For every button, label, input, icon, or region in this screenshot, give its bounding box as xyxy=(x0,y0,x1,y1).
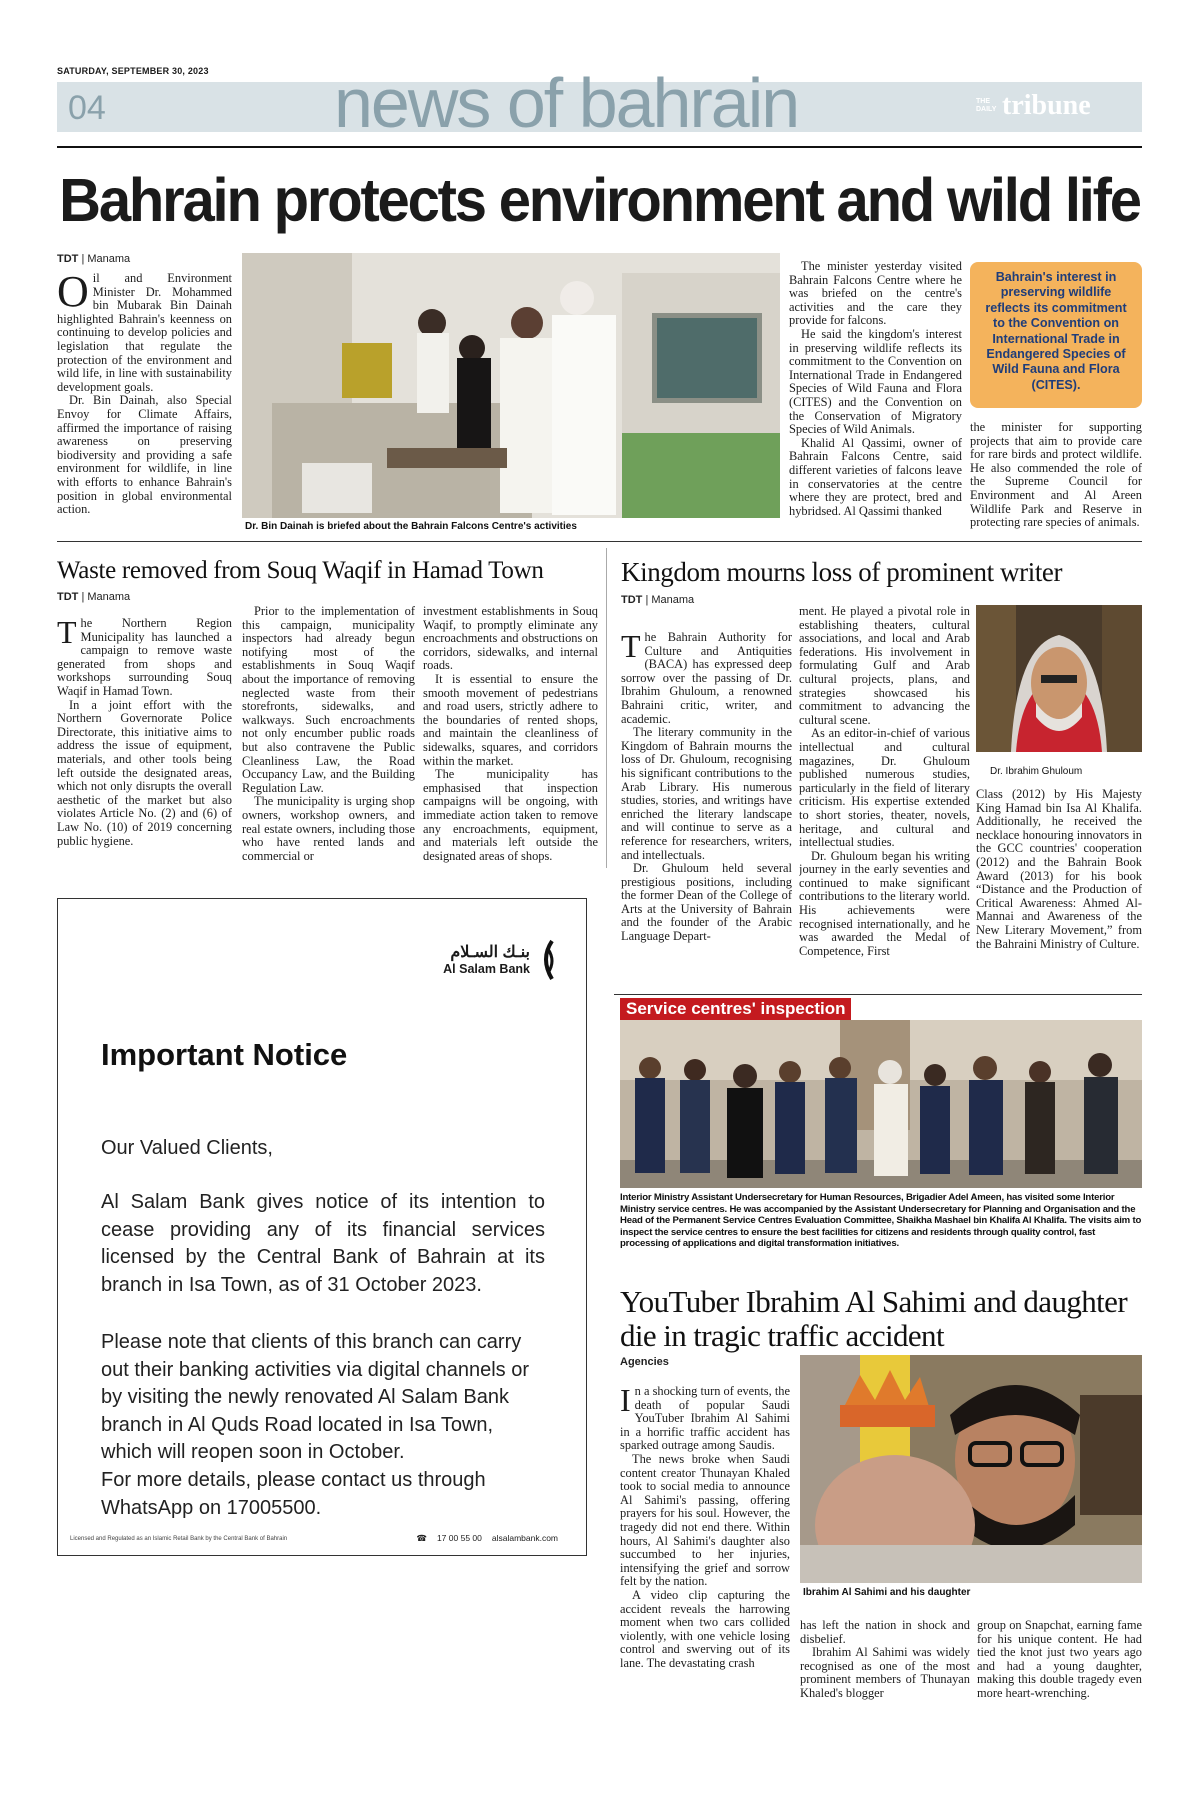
byline-source: TDT xyxy=(57,253,79,265)
youtuber-column-1 xyxy=(620,1385,790,1745)
byline-location: Manama xyxy=(87,591,131,603)
bank-name: Al Salam Bank xyxy=(443,961,530,976)
waste-byline: TDT | Manama xyxy=(57,591,131,603)
writer-paragraph: The literary community in the Kingdom of Bahrain mourns the loss of Dr. Ghuloum, recognising his significant contributions to the Arab Library. His numerous studies, stories, and writings have enriched the literary landscape and will continue to serve as a reference for researchers, writers, and intellectuals. xyxy=(621,725,792,862)
masthead-rule xyxy=(57,146,1142,148)
youtuber-column-3 xyxy=(977,1619,1142,1749)
byline-location: Manama xyxy=(87,253,131,265)
brand-small: THE DAILY xyxy=(976,98,997,113)
writer-paragraph: As an editor-in-chief of various intellectual and cultural magazines, Dr. Ghuloum published numerous studies, particularly in the field of literary criticism. His expertise extended to short stories, theater, novels, heritage, and cultural and intellectual studies. xyxy=(799,726,970,850)
pullquote-text: Bahrain's interest in preserving wildlife reflects its commitment to the Convention on International Trade in Endangered Species of Wild Fauna and Flora (CITES). xyxy=(985,270,1127,392)
ad-phone: 17 00 55 00 xyxy=(436,1533,482,1543)
waste-paragraph: It is essential to ensure the smooth movement of pedestrians and road users, strictly adhere to the boundaries of rented shops, and maintain the cleanliness of sidewalks, squares, and corridors within the market. xyxy=(423,671,598,768)
ad-footer-contact xyxy=(416,1533,558,1544)
ad-footer-license: Licensed and Regulated as an Islamic Retail Bank by the Central Bank of Bahrain xyxy=(70,1536,288,1542)
byline-location: Manama xyxy=(651,594,695,606)
youtuber-text: n a shocking turn of events, the death of popular Saudi YouTuber Ibrahim Al Sahimi in a horrific traffic accident has sparked outrage among Saudis. xyxy=(620,1385,790,1453)
writer-photo-caption: Dr. Ibrahim Ghuloum xyxy=(990,766,1083,777)
writer-paragraph xyxy=(621,631,792,726)
phone-icon: ☎ xyxy=(416,1533,427,1543)
waste-column-3 xyxy=(423,605,598,880)
notice-paragraph-1: Al Salam Bank gives notice of its intention to cease providing any of its financial services licensed by the Central Bank of Bahrain at its branch in Isa Town, as of 31 October 2023. xyxy=(101,1191,545,1296)
writer-byline: TDT | Manama xyxy=(621,594,695,606)
lead-pullquote xyxy=(970,262,1142,408)
writer-column-3 xyxy=(976,788,1142,988)
writer-paragraph: Class (2012) by His Majesty King Hamad bin Isa Al Khalifa. Additionally, he received the necklace honouring innovators in the GCC countries' cooperation (2012) and the Bahrain Book Award (2013) for his book “Distance and the Production of Critical Awareness: Ahmed Al-Mannai and Awareness of the New Literary Movement,” from the Bahraini Ministry of Culture. xyxy=(976,788,1142,951)
writer-column-2 xyxy=(799,605,970,985)
youtuber-photo xyxy=(800,1355,1142,1583)
notice-greeting: Our Valued Clients, xyxy=(101,1137,273,1159)
section-title: news of bahrain xyxy=(334,64,799,142)
waste-text: he Northern Region Municipality has launched a campaign to remove waste generated from shops and workshops surrounding Souq Waqif in Hamad Town. xyxy=(57,617,232,698)
lead-column-2 xyxy=(789,260,962,532)
lead-column-3 xyxy=(970,421,1142,533)
drop-cap: I xyxy=(620,1385,631,1418)
waste-column-1 xyxy=(57,617,232,877)
lead-paragraph: Khalid Al Qassimi, owner of Bahrain Falcons Centre, said different varieties of falcons leave in conservatories at the centre where they are protect, bred and hybridsed. Al Qassimi thanked xyxy=(789,435,962,518)
youtuber-paragraph xyxy=(620,1385,790,1453)
byline-source: TDT xyxy=(57,591,79,603)
bank-logo xyxy=(443,939,560,981)
notice-paragraph-2: Please note that clients of this branch can carry out their banking activities via digital channels or by visiting the newly renovated Al Salam Bank branch in Al Quds Road located in Isa Town, which will reopen soon in October. xyxy=(101,1331,530,1463)
drop-cap: O xyxy=(57,272,89,316)
bank-logo-icon xyxy=(538,939,560,981)
lead-paragraph: The minister yesterday visited Bahrain Falcons Centre where he was briefed on the centre's activities and the care they provide for falcons. xyxy=(789,260,962,328)
service-top-rule xyxy=(614,994,1142,995)
lead-headline: Bahrain protects environment and wild life xyxy=(59,166,1140,235)
bank-logo-text xyxy=(443,944,530,977)
byline-source: TDT xyxy=(621,594,643,606)
portrait-photo xyxy=(976,605,1142,752)
youtuber-byline: Agencies xyxy=(620,1356,669,1368)
service-photo xyxy=(620,1020,1142,1188)
bank-arabic-name: بنـك السـلام xyxy=(450,943,530,961)
column-divider xyxy=(606,548,607,868)
waste-paragraph: The municipality has emphasised that inspection campaigns will be ongoing, with immediate action taken to remove any encroachments, equipment, and materials left outside the designated areas of shops. xyxy=(423,767,598,863)
youtuber-paragraph: has left the nation in shock and disbelief. xyxy=(800,1619,970,1646)
youtuber-paragraph: group on Snapchat, earning fame for his unique content. He had tied the knot just two years ago and had a young daughter, making this double tragedy even more heart-wrenching. xyxy=(977,1619,1142,1700)
writer-text: he Bahrain Authority for Culture and Antiquities (BACA) has expressed deep sorrow over the passing of Dr. Ibrahim Ghuloum, a renowned Bahraini critic, writer, and academic. xyxy=(621,631,792,726)
father-daughter-photo xyxy=(800,1355,1142,1583)
lead-paragraph xyxy=(57,272,232,394)
waste-paragraph: investment establishments in Souq Waqif, to promptly eliminate any encroachments and obstructions on corridors, sidewalks, and internal roads. xyxy=(423,605,598,673)
lead-paragraph: the minister for supporting projects that aim to provide care for rare birds and protect wildlife. He also commended the role of the Supreme Council for Environment and Al Areen Wildlife Park and Reserve in protecting rare species of animals. xyxy=(970,421,1142,530)
waste-headline: Waste removed from Souq Waqif in Hamad Town xyxy=(57,557,544,584)
service-label: Service centres' inspection xyxy=(620,998,851,1020)
youtuber-column-2 xyxy=(800,1619,970,1749)
writer-photo xyxy=(976,605,1142,752)
falcon-centre-photo xyxy=(242,253,780,518)
brand-logo xyxy=(976,90,1091,122)
youtuber-photo-caption: Ibrahim Al Sahimi and his daughter xyxy=(803,1587,971,1598)
waste-paragraph: Prior to the implementation of this campaign, municipality inspectors had already begun notifying most of the establishments in Souq Waqif about the importance of removing neglected waste from their storefronts, sidewalks, and walkways. Such encroachments not only encumber public roads but also contravene the Public Cleanliness Law, the Road Occupancy Law, and the Building Regulation Law. xyxy=(242,605,415,795)
writer-paragraph: ment. He played a pivotal role in establishing theaters, cultural associations, and local and Arab federations. His involvement in formulating Gulf and Arab cultural projects, plans, and strategies showcased his commitment to advancing the cultural scene. xyxy=(799,605,970,727)
writer-paragraph: Dr. Ghuloum held several prestigious positions, including the former Dean of the College of Arts at the University of Bahrain and the founder of the Arabic Language Depart- xyxy=(621,861,792,944)
writer-headline: Kingdom mourns loss of prominent writer xyxy=(621,557,1063,587)
lead-photo-caption: Dr. Bin Dainah is briefed about the Bahrain Falcons Centre's activities xyxy=(245,521,577,532)
waste-column-2 xyxy=(242,605,415,880)
service-group-photo xyxy=(620,1020,1142,1188)
waste-paragraph: In a joint effort with the Northern Governorate Police Directorate, this initiative aims to address the issue of equipment, materials, and other tools being left outside the designated areas, which not only disrupts the overall aesthetic of the market but also violates Article No. (2) and (6) of Law No. (10) of 2019 concerning public hygiene. xyxy=(57,697,232,848)
lead-byline: TDT | Manama xyxy=(57,253,131,265)
section-divider xyxy=(57,541,1142,542)
lead-column-1 xyxy=(57,272,232,530)
ad-website[interactable]: alsalambank.com xyxy=(491,1533,558,1543)
lead-paragraph: Dr. Bin Dainah, also Special Envoy for Climate Affairs, affirmed the importance of raising awareness on preserving biodiversity and providing a safe environment for wildlife, in line with efforts to enhance Bahrain's position in global environmental action. xyxy=(57,393,232,517)
drop-cap: T xyxy=(621,631,641,664)
lead-photo xyxy=(242,253,780,518)
notice-title: Important Notice xyxy=(101,1037,348,1072)
youtuber-headline: YouTuber Ibrahim Al Sahimi and daughter die in tragic traffic accident xyxy=(620,1284,1128,1353)
writer-paragraph: Dr. Ghuloum began his writing journey in the early seventies and continued to make significant contributions to the literary world. His achievements were recognised internationally, and he was awarded the Medal of Competence, First xyxy=(799,848,970,958)
waste-paragraph xyxy=(57,617,232,699)
bank-advertisement xyxy=(57,898,587,1556)
youtuber-paragraph: Ibrahim Al Sahimi was widely recognised as one of the most prominent members of Thunayan Khaled's blogger xyxy=(800,1645,970,1700)
brand-name: tribune xyxy=(1002,90,1091,121)
masthead-date: SATURDAY, SEPTEMBER 30, 2023 xyxy=(57,66,209,76)
lead-text: il and Environment Minister Dr. Mohammed bin Mubarak Bin Dainah highlighted Bahrain's keenness on continuing to develop policies and legislation that regulate the protection of the environment and wild life, in line with sustainability development goals. xyxy=(57,272,232,394)
notice-paragraph-3: For more details, please contact us through WhatsApp on 17005500. xyxy=(101,1469,486,1519)
waste-paragraph: The municipality is urging shop owners, workshop owners, and real estate owners, including those who have rented lands and commercial or xyxy=(242,794,415,863)
lead-paragraph: He said the kingdom's interest in preserving wildlife reflects its commitment to the Convention on International Trade in Endangered Species of Wild Fauna and Flora (CITES) and the Convention on the Conservation of Migratory Species of Wild Animals. xyxy=(789,326,962,437)
youtuber-paragraph: The news broke when Saudi content creator Thunayan Khaled took to social media to announce Al Sahimi's passing, offering prayers for his soul. However, the tragedy did not end there. Within hours, Al Sahimi's daughter also succumbed to her injuries, intensifying the grief and sorrow felt by the nation. xyxy=(620,1451,790,1589)
page-number: 04 xyxy=(68,89,106,127)
service-caption: Interior Ministry Assistant Undersecretary for Human Resources, Brigadier Adel Ameen, has visited some Interior Ministry service centres. He was accompanied by the Assistant Undersecretary for Planning and Organisation and the Head of the Permanent Service Centres Evaluation Committee, Shaikha Mashael bin Khalifa Al Khalifa. The visits aim to inspect the service centres to ensure the best facilities for citizens and residents through quality control, fast processing of applications and digital transformation initiatives. xyxy=(620,1192,1142,1250)
writer-column-1 xyxy=(621,631,792,983)
youtuber-paragraph: A video clip capturing the accident reveals the harrowing moment when two cars collided violently, with one vehicle losing control and swerving out of its lane. The devastating crash xyxy=(620,1587,790,1670)
drop-cap: T xyxy=(57,617,77,650)
